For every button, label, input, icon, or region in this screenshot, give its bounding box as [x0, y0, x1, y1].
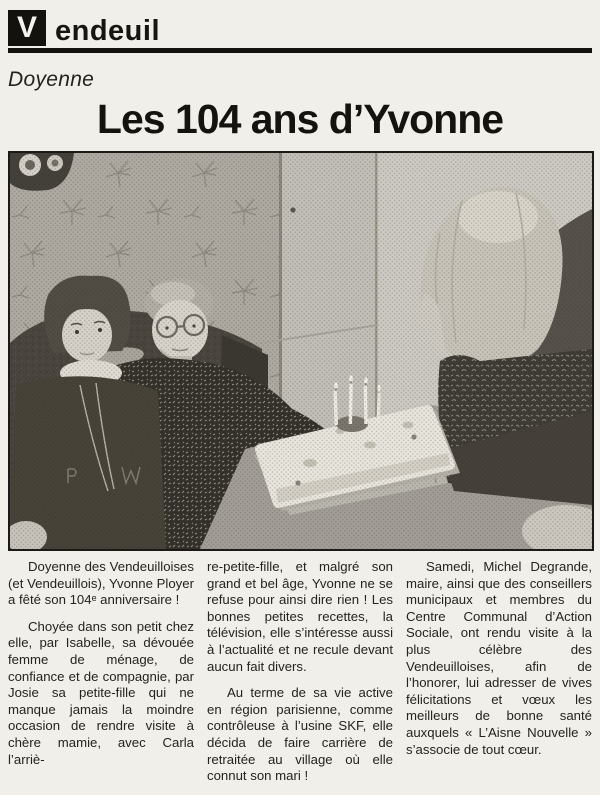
- photo-halftone-overlay: [10, 153, 592, 549]
- paragraph: Choyée dans son petit chez elle, par Isabelle, sa dévouée femme de ménage, de confiance et de compagnie, par Josie sa petite-fille qui ne manque jamais la moindre occasion de rendre visite à chère mamie, avec Carla l’arriè-: [8, 618, 194, 767]
- article-headline: Les 104 ans d’Yvonne: [96, 96, 504, 142]
- section-masthead: [8, 6, 592, 53]
- section-initial-box: [8, 10, 46, 46]
- article-kicker: Doyenne: [8, 68, 95, 91]
- section-initial: V: [16, 11, 37, 44]
- article-column-1: [8, 559, 194, 795]
- article-photo: [10, 153, 592, 549]
- article-photo-frame: [8, 151, 594, 551]
- article-column-2: [207, 559, 393, 795]
- article-column-3: [406, 559, 592, 795]
- paragraph: re-petite-fille, et malgré son grand et bel âge, Yvonne ne se refuse pour ainsi dire rien ! Les bonnes petites recettes, la télévision, elle s’intéresse aussi à l’actualité et ne recule devant aucun fait divers.: [207, 559, 393, 674]
- paragraph: Au terme de sa vie active en région parisienne, comme contrôleuse à l’usine SKF, elle décida de faire carrière de retraitée au village où elle connut son mari !: [207, 685, 393, 784]
- paragraph: Doyenne des Vendeuilloises (et Vendeuillois), Yvonne Ployer a fêté son 104ᵉ anniversaire !: [8, 559, 194, 608]
- section-title: endeuil: [55, 15, 161, 48]
- paragraph: Samedi, Michel Degrande, maire, ainsi que des conseillers municipaux et membres du Centre Communal d’Action Sociale, ont rendu visite à la plus célèbre des Vendeuilloises, afin de l’honorer, lui adresser de vives félicitations et vœux les meilleurs de bonne santé auxquels « L’Aisne Nouvelle » s’associe de tout cœur.: [406, 559, 592, 757]
- article-body: [8, 559, 592, 795]
